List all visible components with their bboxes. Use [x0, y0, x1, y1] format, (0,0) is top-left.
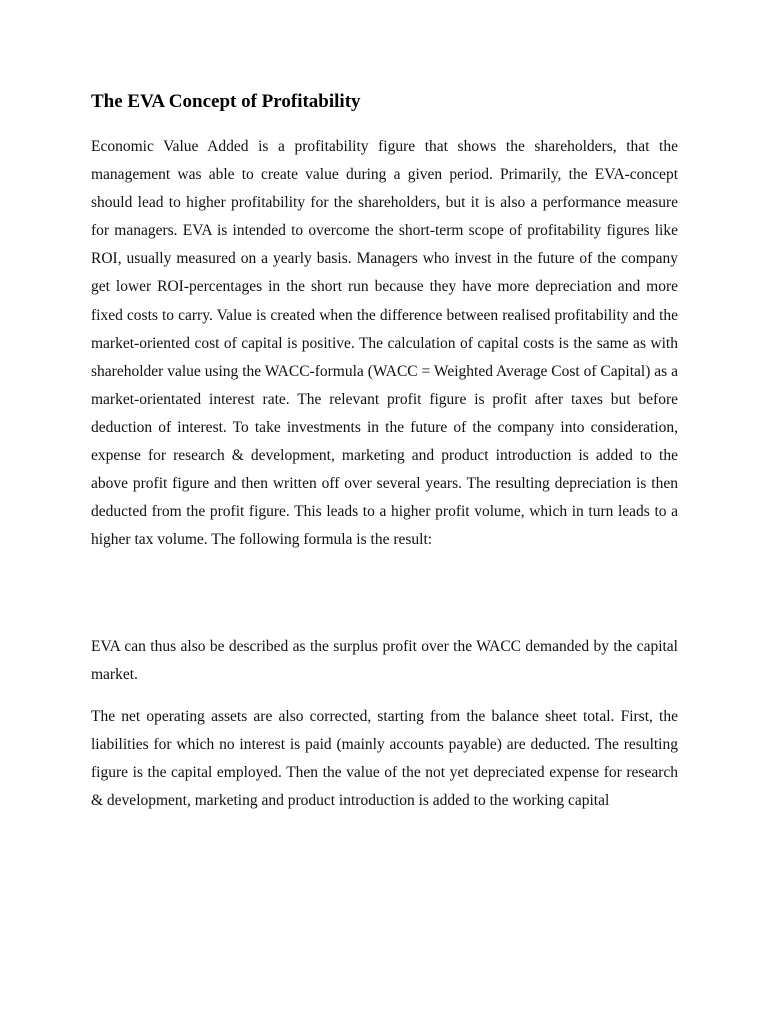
paragraph-net-operating-assets: The net operating assets are also corrected, starting from the balance sheet total. First, the liabilities for which no interest is paid (mainly accounts payable) are deducted. The resulting figure is the capital employed. Then the value of the not yet depreciated expense for research & development, marketing and product introduction is added to the working capital — [91, 708, 678, 810]
paragraph-intro: Economic Value Added is a profitability figure that shows the shareholders, that the management was able to create value during a given period. Primarily, the EVA-concept should lead to higher profitability for the shareholders, but it is also a performance measure for managers. EVA is intended to overcome the short-term scope of profitability figures like ROI, usually measured on a yearly basis. Managers who invest in the future of the company get lower ROI-percentages in the short run because they have more depreciation and more fixed costs to carry. Value is created when the difference between realised profitability and the market-oriented cost of capital is positive. The calculation of capital costs is the same as with shareholder value using the WACC-formula (WACC = Weighted Average Cost of Capital) as a market-orientated interest rate. The relevant profit figure is profit after taxes but before deduction of interest. To take investments in the future of the company into consideration, expense for research & development, marketing and product introduction is added to the above profit figure and then written off over several years. The resulting depreciation is then deducted from the profit figure. This leads to a higher profit volume, which in turn leads to a higher tax volume. The following formula is the result: — [91, 138, 678, 549]
document-title: The EVA Concept of Profitability — [91, 91, 361, 112]
paragraph-surplus-profit: EVA can thus also be described as the surplus profit over the WACC demanded by the capital market. — [91, 638, 678, 684]
